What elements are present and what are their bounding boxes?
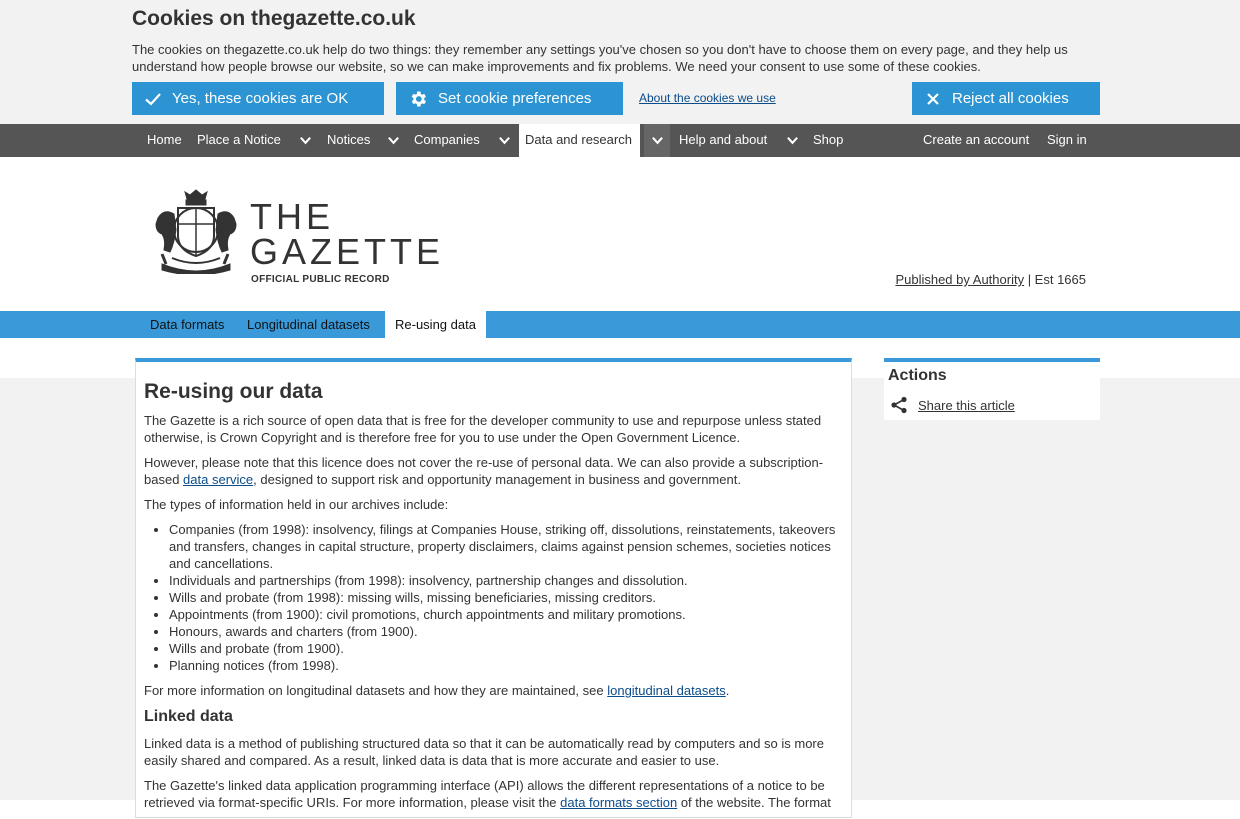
cookie-preferences-button[interactable] bbox=[396, 82, 623, 115]
paragraph-linked-data: Linked data is a method of publishing structured data so that it can be automatically read by computers and so is more easily shared and compared. As a result, linked data is data that is more accurate and easier to use. bbox=[144, 736, 824, 768]
gear-icon bbox=[408, 89, 428, 109]
actions-sidebar bbox=[884, 358, 1100, 420]
cookie-preferences-label: Set cookie preferences bbox=[438, 90, 592, 107]
chevron-down-icon[interactable] bbox=[491, 124, 517, 157]
paragraph-licence: However, please note that this licence does not cover the re-use of personal data. We can also provide a subscription-based data service, designed to support risk and opportunity management in business and government. bbox=[144, 455, 824, 487]
list-item: • Appointments (from 1900): civil promotions, church appointments and military promotions. bbox=[169, 606, 839, 623]
page-title: Re-using our data bbox=[144, 380, 323, 403]
paragraph-longitudinal: For more information on longitudinal datasets and how they are maintained, see longitudinal datasets. bbox=[144, 683, 730, 698]
main-navigation bbox=[0, 124, 1240, 157]
share-article-action[interactable] bbox=[884, 390, 1100, 420]
cookie-title: Cookies on thegazette.co.uk bbox=[132, 7, 416, 30]
nav-data-and-research[interactable]: Data and research bbox=[519, 124, 640, 157]
paragraph-intro: The Gazette is a rich source of open data that is free for the developer community to use and repurpose unless stated otherwise, is Crown Copyright and is therefore free for you to use under the Open Government Licence. bbox=[144, 413, 822, 445]
accept-cookies-button[interactable] bbox=[132, 82, 384, 115]
article bbox=[135, 358, 852, 818]
subnav-re-using-data[interactable]: Re-using data bbox=[385, 311, 486, 338]
list-item: • Wills and probate (from 1998): missing wills, missing beneficiaries, missing creditors. bbox=[169, 589, 839, 606]
archive-types-list bbox=[144, 521, 839, 674]
subnav-longitudinal-datasets[interactable]: Longitudinal datasets bbox=[247, 317, 370, 332]
cookie-banner bbox=[0, 0, 1240, 124]
paragraph-types: The types of information held in our archives include: bbox=[144, 497, 449, 512]
list-item: • Companies (from 1998): insolvency, filings at Companies House, striking off, dissolutions, reinstatements, takeovers and transfers, changes in capital structure, property disclaimers, claims against pension schemes, societies notices and cancellations. bbox=[169, 521, 839, 572]
cookie-text: The cookies on thegazette.co.uk help do two things: they remember any settings you've chosen so you don't have to choose them on every page, and they help us understand how people browse our website, so we can make improvements and fix problems. We need your consent to use some of these cookies. bbox=[132, 42, 1068, 74]
nav-sign-in[interactable]: Sign in bbox=[1047, 132, 1087, 147]
chevron-down-icon[interactable] bbox=[779, 124, 805, 157]
close-icon bbox=[924, 90, 942, 108]
about-cookies-link[interactable]: About the cookies we use bbox=[639, 91, 776, 105]
royal-coat-of-arms-icon bbox=[148, 188, 244, 274]
gazette-logo[interactable] bbox=[148, 188, 445, 288]
nav-home[interactable]: Home bbox=[147, 132, 182, 147]
published-by-authority-link[interactable]: Published by Authority bbox=[895, 272, 1025, 287]
data-formats-section-link[interactable]: data formats section bbox=[560, 795, 678, 810]
reject-cookies-button[interactable] bbox=[912, 82, 1100, 115]
established-text: | Est 1665 bbox=[1024, 272, 1086, 287]
nav-notices[interactable]: Notices bbox=[327, 132, 371, 147]
chevron-down-icon[interactable] bbox=[292, 124, 318, 157]
list-item: • Individuals and partnerships (from 1998): insolvency, partnership changes and dissolution. bbox=[169, 572, 839, 589]
nav-help-and-about[interactable]: Help and about bbox=[679, 132, 768, 147]
authority-line bbox=[895, 272, 1086, 287]
logo-subtitle: OFFICIAL PUBLIC RECORD bbox=[251, 274, 390, 285]
nav-companies[interactable]: Companies bbox=[414, 132, 480, 147]
share-icon bbox=[890, 396, 908, 414]
list-item: • Honours, awards and charters (from 1900). bbox=[169, 623, 839, 640]
chevron-down-icon[interactable] bbox=[380, 124, 406, 157]
logo-the-text: THE bbox=[250, 196, 334, 237]
chevron-down-icon[interactable] bbox=[644, 124, 670, 157]
accept-cookies-label: Yes, these cookies are OK bbox=[172, 90, 349, 107]
subnav-data-formats[interactable]: Data formats bbox=[150, 317, 225, 332]
site-header bbox=[0, 157, 1240, 311]
nav-place-a-notice[interactable]: Place a Notice bbox=[197, 132, 281, 147]
reject-cookies-label: Reject all cookies bbox=[952, 90, 1069, 107]
longitudinal-datasets-link[interactable]: longitudinal datasets bbox=[607, 683, 726, 698]
data-service-link[interactable]: data service bbox=[183, 472, 254, 487]
content-area bbox=[0, 338, 1240, 810]
nav-create-account[interactable]: Create an account bbox=[923, 132, 1030, 147]
section-navigation bbox=[0, 311, 1240, 338]
actions-heading: Actions bbox=[888, 367, 947, 384]
share-article-link[interactable]: Share this article bbox=[918, 397, 1015, 413]
logo-gazette-text: GAZETTE bbox=[250, 231, 445, 272]
nav-shop[interactable]: Shop bbox=[813, 132, 844, 147]
list-item: • Wills and probate (from 1900). bbox=[169, 640, 839, 657]
paragraph-api: The Gazette's linked data application programming interface (API) allows the different representations of a notice to be retrieved via format-specific URIs. For more information, please visit the data formats section of the website. The format bbox=[144, 778, 831, 810]
list-item: • Planning notices (from 1998). bbox=[169, 657, 839, 674]
linked-data-heading: Linked data bbox=[144, 708, 233, 725]
check-icon bbox=[144, 90, 162, 108]
